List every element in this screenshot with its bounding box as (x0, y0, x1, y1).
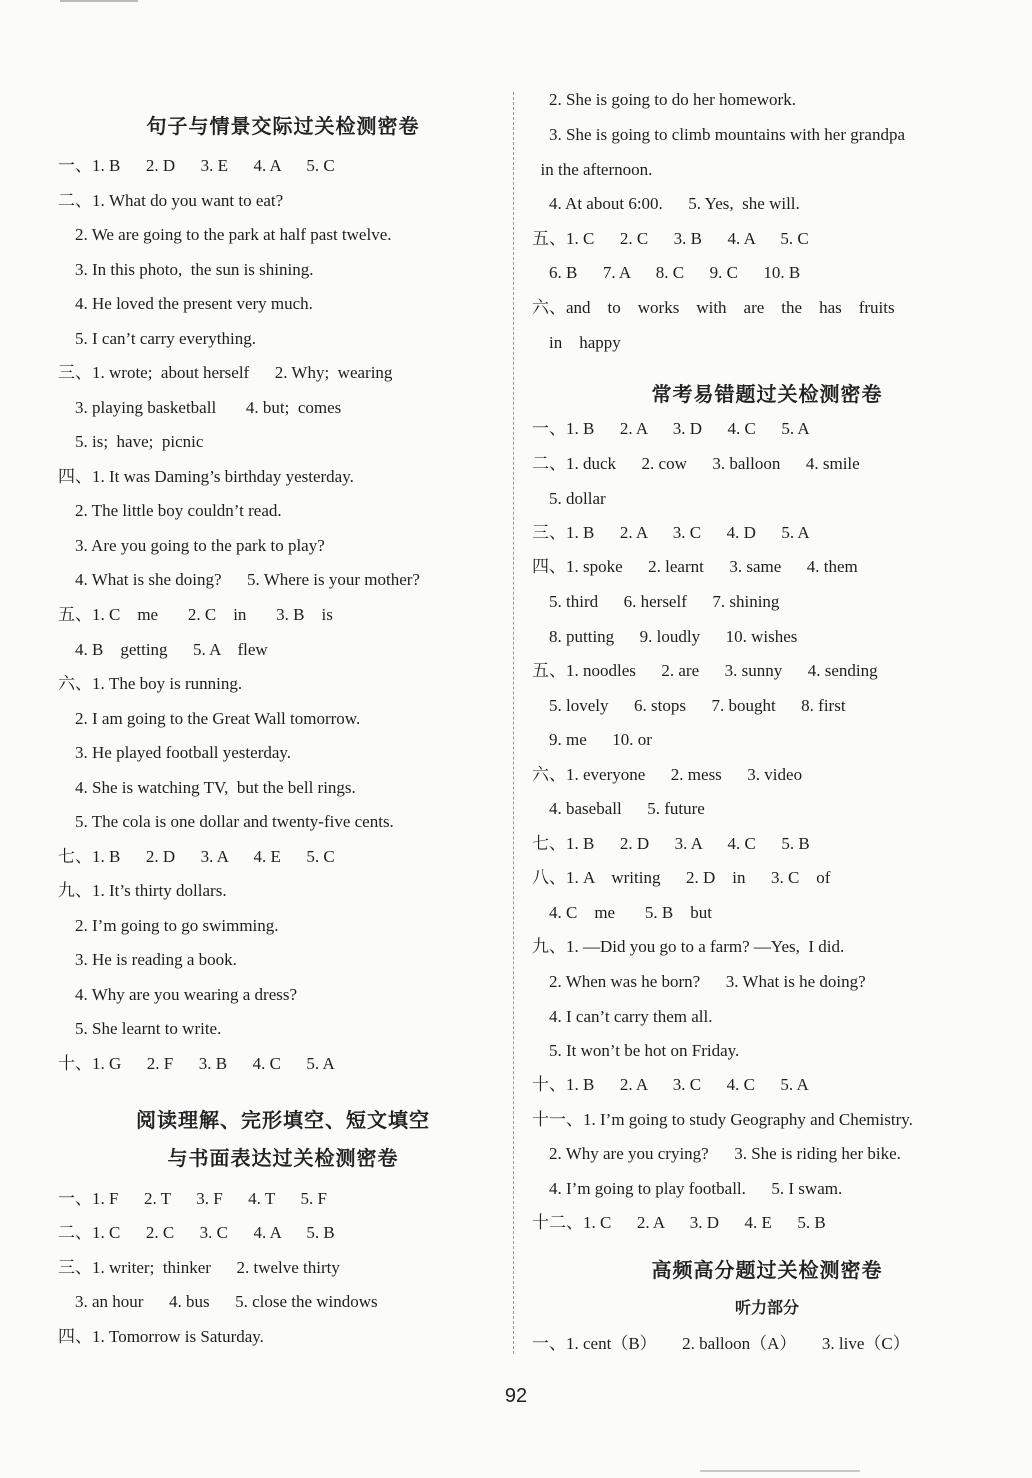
answer-line: 4. She is watching TV, but the bell rings. (58, 778, 356, 797)
answer-line: 十一、1. I’m going to study Geography and Chemistry. (532, 1110, 913, 1129)
answer-line: 一、1. F 2. T 3. F 4. T 5. F (58, 1189, 327, 1208)
answer-line: 一、1. cent（B） 2. balloon（A） 3. live（C） (532, 1334, 910, 1353)
answer-line: in happy (532, 333, 621, 352)
answer-line: in the afternoon. (532, 160, 653, 179)
answer-line: 5. lovely 6. stops 7. bought 8. first (532, 696, 846, 715)
answer-line: 4. I can’t carry them all. (532, 1007, 713, 1026)
answer-line: 4. B getting 5. A flew (58, 640, 268, 659)
answer-line: 七、1. B 2. D 3. A 4. E 5. C (58, 847, 335, 866)
answer-line: 3. In this photo, the sun is shining. (58, 260, 314, 279)
answer-line: 十、1. G 2. F 3. B 4. C 5. A (58, 1054, 335, 1073)
answer-line: 六、1. The boy is running. (58, 674, 243, 693)
answer-line: 五、1. C 2. C 3. B 4. A 5. C (532, 229, 809, 248)
answer-line: 5. dollar (532, 489, 606, 508)
answer-line: 5. She learnt to write. (58, 1019, 222, 1038)
answer-line: 4. At about 6:00. 5. Yes, she will. (532, 194, 800, 213)
answer-line: 二、1. What do you want to eat? (58, 191, 284, 210)
answer-line: 5. The cola is one dollar and twenty-five cents. (58, 812, 394, 831)
answer-line: 三、1. writer; thinker 2. twelve thirty (58, 1258, 340, 1277)
answer-line: 3. He is reading a book. (58, 950, 237, 969)
answer-line: 六、1. everyone 2. mess 3. video (532, 765, 803, 784)
answer-line: 十二、1. C 2. A 3. D 4. E 5. B (532, 1213, 826, 1232)
answer-line: 4. Why are you wearing a dress? (58, 985, 298, 1004)
answer-line: 八、1. A writing 2. D in 3. C of (532, 868, 831, 887)
answer-line: 6. B 7. A 8. C 9. C 10. B (532, 263, 801, 282)
answer-line: 五、1. noodles 2. are 3. sunny 4. sending (532, 661, 878, 680)
answer-line: 五、1. C me 2. C in 3. B is (58, 605, 333, 624)
section-title-reading-line1: 阅读理解、完形填空、短文填空 (136, 1108, 430, 1132)
answer-line: 4. C me 5. B but (532, 903, 712, 922)
answer-line: 二、1. C 2. C 3. C 4. A 5. B (58, 1223, 335, 1242)
answer-line: 2. She is going to do her homework. (532, 90, 796, 109)
answer-line: 四、1. spoke 2. learnt 3. same 4. them (532, 557, 858, 576)
section-title-high-frequency: 高频高分题过关检测密卷 (651, 1258, 883, 1282)
answer-line: 一、1. B 2. A 3. D 4. C 5. A (532, 419, 810, 438)
answer-line: 8. putting 9. loudly 10. wishes (532, 627, 798, 646)
answer-line: 二、1. duck 2. cow 3. balloon 4. smile (532, 454, 860, 473)
answer-line: 5. is; have; picnic (58, 432, 204, 451)
page-number: 92 (504, 1385, 528, 1407)
section-subtitle-listening: 听力部分 (734, 1298, 799, 1317)
answer-line: 2. The little boy couldn’t read. (58, 501, 282, 520)
answer-line: 六、and to works with are the has fruits (532, 298, 895, 317)
answer-line: 三、1. wrote; about herself 2. Why; wearing (58, 363, 393, 382)
answer-line: 9. me 10. or (532, 730, 652, 749)
answer-line: 2. When was he born? 3. What is he doing? (532, 972, 866, 991)
answer-line: 5. I can’t carry everything. (58, 329, 256, 348)
answer-line: 九、1. —Did you go to a farm? —Yes, I did. (532, 937, 845, 956)
section-title-common-errors: 常考易错题过关检测密卷 (651, 382, 883, 406)
answer-line: 2. I’m going to go swimming. (58, 916, 279, 935)
answer-line: 3. He played football yesterday. (58, 743, 292, 762)
scan-edge-mark (700, 1470, 860, 1472)
answer-line: 七、1. B 2. D 3. A 4. C 5. B (532, 834, 810, 853)
answer-line: 一、1. B 2. D 3. E 4. A 5. C (58, 156, 335, 175)
answer-line: 4. He loved the present very much. (58, 294, 313, 313)
answer-line: 4. baseball 5. future (532, 799, 705, 818)
column-divider (513, 92, 514, 1354)
answer-line: 5. third 6. herself 7. shining (532, 592, 780, 611)
answer-line: 5. It won’t be hot on Friday. (532, 1041, 740, 1060)
answer-line: 3. playing basketball 4. but; comes (58, 398, 342, 417)
answer-line: 十、1. B 2. A 3. C 4. C 5. A (532, 1075, 809, 1094)
answer-line: 4. I’m going to play football. 5. I swam. (532, 1179, 843, 1198)
answer-line: 2. I am going to the Great Wall tomorrow. (58, 709, 361, 728)
answer-line: 3. an hour 4. bus 5. close the windows (58, 1292, 378, 1311)
answer-line: 4. What is she doing? 5. Where is your mother? (58, 570, 420, 589)
answer-line: 2. We are going to the park at half past twelve. (58, 225, 392, 244)
section-title-reading-line2: 与书面表达过关检测密卷 (167, 1146, 399, 1170)
answer-line: 九、1. It’s thirty dollars. (58, 881, 227, 900)
answer-line: 四、1. It was Daming’s birthday yesterday. (58, 467, 354, 486)
answer-line: 四、1. Tomorrow is Saturday. (58, 1327, 264, 1346)
scan-edge-mark (60, 0, 138, 2)
answer-line: 2. Why are you crying? 3. She is riding her bike. (532, 1144, 901, 1163)
answer-line: 3. Are you going to the park to play? (58, 536, 325, 555)
answer-line: 三、1. B 2. A 3. C 4. D 5. A (532, 523, 810, 542)
section-title-sentences: 句子与情景交际过关检测密卷 (146, 114, 420, 138)
answer-line: 3. She is going to climb mountains with her grandpa (532, 125, 906, 144)
